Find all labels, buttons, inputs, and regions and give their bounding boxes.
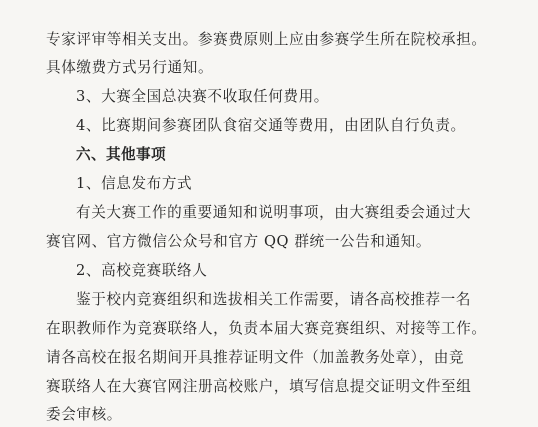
paragraph-line-4: 赛官网、官方微信公众号和官方 QQ 群统一公告和通知。 <box>46 233 432 250</box>
paragraph-line-8: 赛联络人在大赛官网注册高校账户，填写信息提交证明文件至组 <box>46 378 472 395</box>
paragraph-line-6: 在职教师作为竞赛联络人，负责本届大赛竞赛组织、对接等工作。 <box>46 320 487 337</box>
paragraph-line-9: 委会审核。 <box>46 406 122 423</box>
section-heading: 六、其他事项 <box>76 146 166 163</box>
paragraph-line-5: 鉴于校内竞赛组织和选拔相关工作需要，请各高校推荐一名 <box>76 291 472 308</box>
list-item-4: 4、比赛期间参赛团队食宿交通等费用，由团队自行负责。 <box>76 117 466 134</box>
paragraph-line-1: 专家评审等相关支出。参赛费原则上应由参赛学生所在院校承担。 <box>46 31 487 48</box>
list-item-3: 3、大赛全国总决赛不收取任何费用。 <box>76 88 329 105</box>
paragraph-line-2: 具体缴费方式另行通知。 <box>46 59 214 76</box>
paragraph-line-3: 有关大赛工作的重要通知和说明事项，由大赛组委会通过大 <box>76 204 472 221</box>
subheading-2: 2、高校竞赛联络人 <box>76 262 208 279</box>
paragraph-line-7: 请各高校在报名期间开具推荐证明文件（加盖教务处章），由竞 <box>46 349 465 366</box>
subheading-1: 1、信息发布方式 <box>76 175 193 192</box>
